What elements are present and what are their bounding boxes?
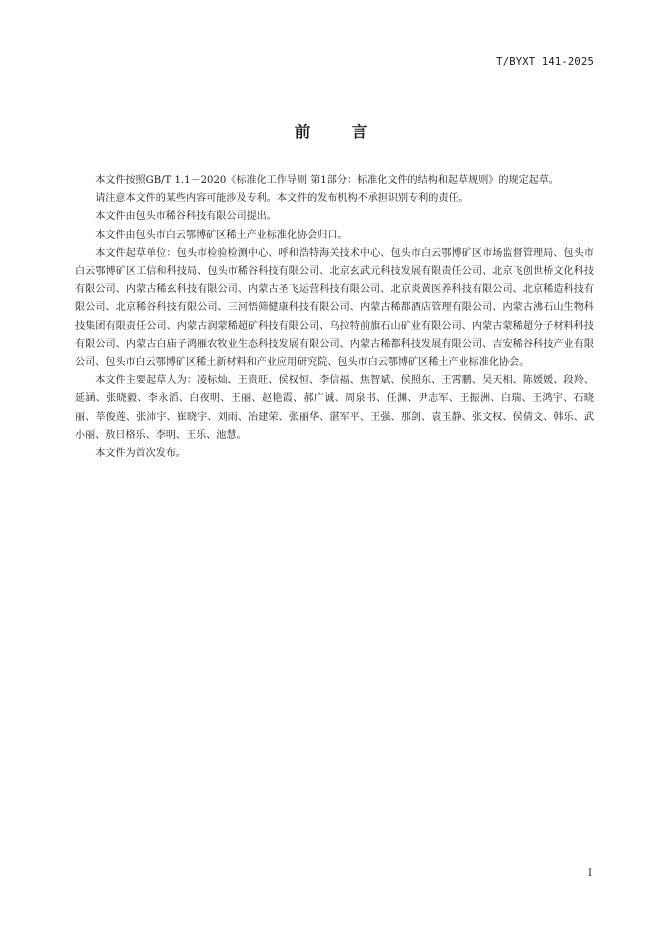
page-title: 前 言 <box>294 123 381 141</box>
standard-code: T/BYXT 141-2025 <box>496 56 594 68</box>
foreword-body <box>75 172 594 463</box>
paragraph-patent-notice: 请注意本文件的某些内容可能涉及专利。本文件的发布机构不承担识别专利的责任。 <box>95 193 469 205</box>
page-number: I <box>588 868 592 879</box>
paragraph-drafters: 本文件主要起草人为：凌标灿、王贵旺、侯权恒、李信福、焦智斌、侯照东、王霄鹏、吴天相、陈媛媛、段羚、延涵、张晓毅、李永滔、白夜明、王丽、赵艳霞、郝广诚、周泉书、任渊、尹志军、王振洲、白瑞、王鸿宇、石晓丽、莘俊莲、张沛宇、崔晓宇、刘雨、冶建荣、张丽华、湛军平、王强、那剑、袁玉静、张文权、侯倩文、韩乐、武小丽、敖日格乐、李明、王乐、池慧。 <box>75 375 594 441</box>
paragraph-drafting-units: 本文件起草单位：包头市检验检测中心、呼和浩特海关技术中心、包头市白云鄂博矿区市场监督管理局、包头市白云鄂博矿区工信和科技局、包头市稀谷科技有限公司、北京玄武元科技发展有限责任公司、北京飞创世桥文化科技有限公司、内蒙古稀玄科技有限公司、内蒙古圣飞运营科技有限公司、北京炎黄医养科技有限公司、北京稀造科技有限公司、北京稀谷科技有限公司、三河悟筛健康科技有限公司、内蒙古稀都酒店管理有限公司、内蒙古沸石山生物科技集团有限责任公司、内蒙古润蒙稀超矿科技有限公司、乌拉特前旗石山矿业有限公司、内蒙古蒙稀超分子材料科技有限公司、内蒙古白庙子鸿雁农牧业生态科技发展有限公司、内蒙古稀都科技发展有限公司、吉安稀谷科技产业有限公司、包头市白云鄂博矿区稀土新材料和产业应用研究院、包头市白云鄂博矿区稀土产业标准化协会。 <box>75 247 594 369</box>
paragraph-administrator: 本文件由包头市白云鄂博矿区稀土产业标准化协会归口。 <box>95 229 348 241</box>
paragraph-drafting-rules: 本文件按照GB/T 1.1－2020《标准化工作导则 第1部分：标准化文件的结构和起草规则》的规定起草。 <box>95 175 559 186</box>
paragraph-proposer: 本文件由包头市稀谷科技有限公司提出。 <box>95 211 277 223</box>
paragraph-first-release: 本文件为首次发布。 <box>95 448 187 460</box>
